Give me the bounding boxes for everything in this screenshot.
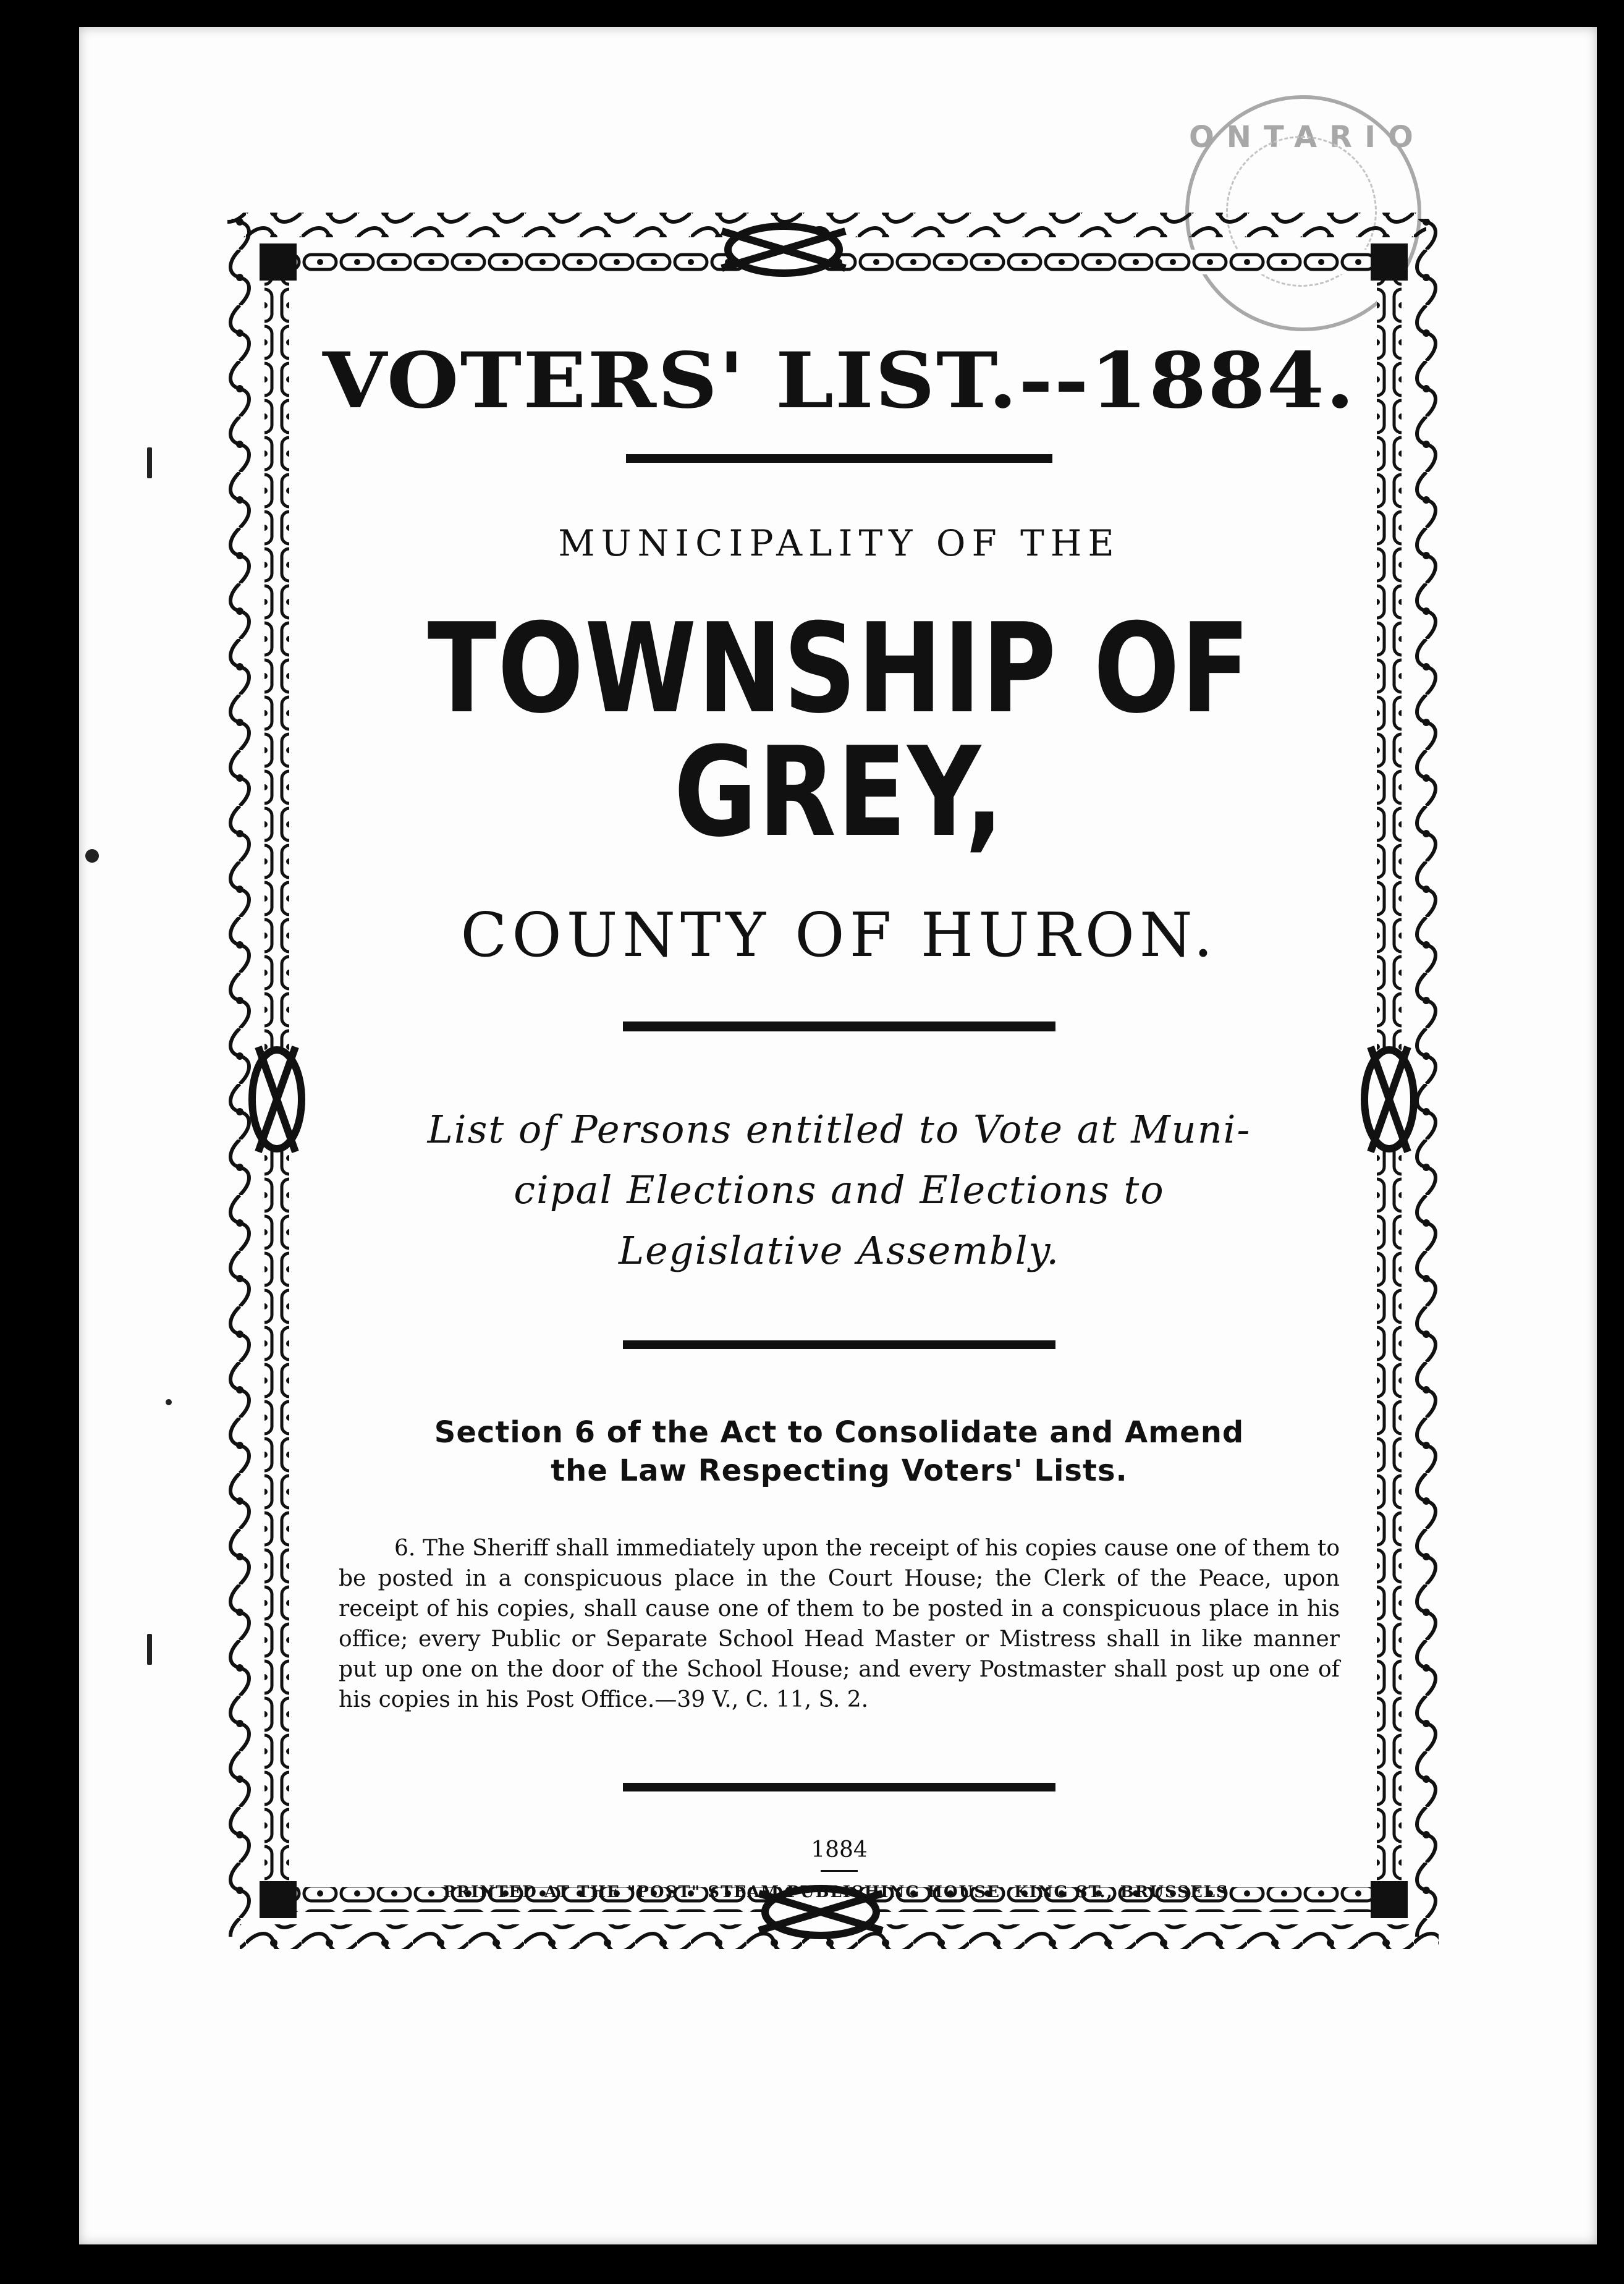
list-line: List of Persons entitled to Vote at Muni- [427, 1107, 1251, 1152]
knot-ornament-top [722, 226, 845, 273]
knot-ornament-left [252, 1047, 302, 1152]
act-paragraph: 6. The Sheriff shall immediately upon the receipt of his copies cause one of them to be posted in a conspicuous place in the Court House; the Clerk of the Peace, upon receipt of his copies, shall cause one of them to be posted in a conspicuous place in his office; every Public or Separate School Head Master or Mistress shall in like manner put up one on the door of the School House; and every Postmaster shall post up one of his copies in his Post Office.—39 V., C. 11, S. 2. [339, 1536, 1340, 1712]
list-line: Legislative Assembly. [618, 1228, 1060, 1273]
scan-speck [147, 447, 152, 478]
document-page [79, 27, 1597, 2244]
list-description [326, 1099, 1352, 1281]
divider-rule [623, 1021, 1055, 1031]
municipality-heading: MUNICIPALITY OF THE [558, 522, 1120, 564]
publication-year: 1884 [811, 1837, 868, 1863]
county-heading: COUNTY OF HURON. [460, 900, 1218, 971]
divider-rule [623, 1783, 1055, 1791]
scan-speck [166, 1399, 172, 1405]
stamp-text: ONTARIO [1189, 120, 1426, 154]
section-heading [326, 1413, 1352, 1490]
divider-rule [623, 1340, 1055, 1349]
year-underline [821, 1870, 858, 1872]
list-line: cipal Elections and Elections to [514, 1167, 1165, 1212]
scan-speck [85, 849, 99, 863]
divider-rule [626, 454, 1052, 463]
scan-speck [147, 1634, 152, 1665]
printer-imprint: PRINTED AT THE "POST" STEAM PUBLISHING HOUSE, KING ST., BRUSSELS. [443, 1883, 1235, 1901]
township-heading: TOWNSHIP OF GREY, [427, 597, 1251, 865]
section-line: the Law Respecting Voters' Lists. [551, 1453, 1128, 1488]
knot-ornament-right [1364, 1047, 1414, 1152]
page-title: VOTERS' LIST.--1884. [323, 336, 1356, 426]
section-line: Section 6 of the Act to Consolidate and Amend [434, 1415, 1245, 1450]
page-content [323, 299, 1356, 1901]
